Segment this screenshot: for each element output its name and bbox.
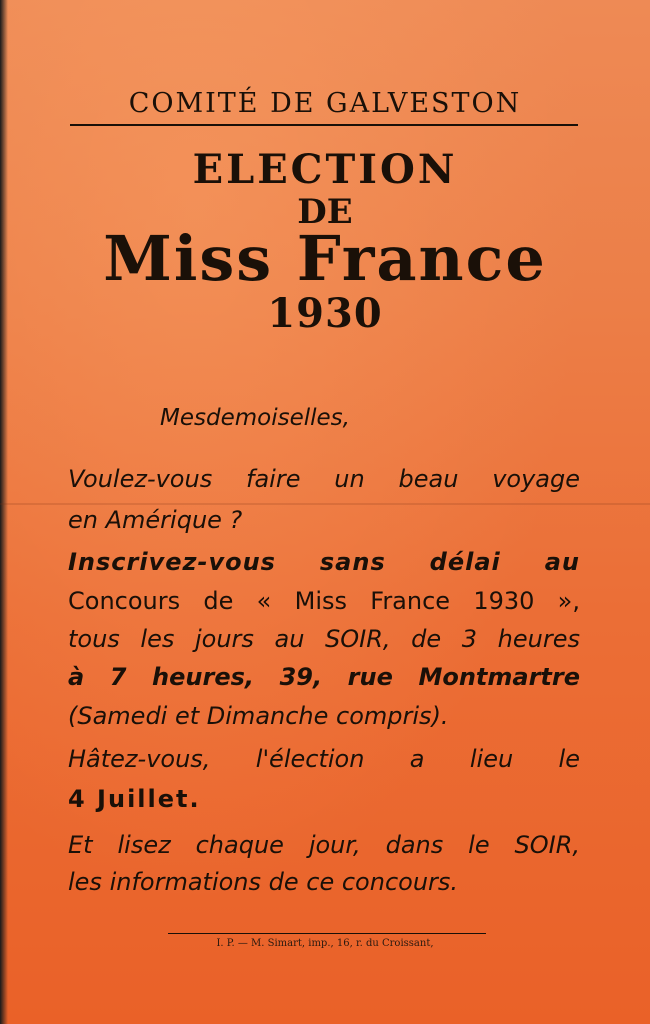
paragraph-2-line-1: Inscrivez-vous sans délai au: [68, 548, 580, 576]
committee-heading: COMITÉ DE GALVESTON: [128, 88, 522, 119]
paragraph-2-line-3: tous les jours au SOIR, de 3 heures: [68, 625, 580, 653]
paragraph-3-line-1: Hâtez-vous, l'élection a lieu le: [68, 745, 580, 773]
greeting: Mesdemoiselles,: [160, 405, 350, 431]
paragraph-1-line-1: Voulez-vous faire un beau voyage: [68, 465, 580, 493]
poster-title: Miss France: [103, 222, 547, 295]
fold-crease: [0, 503, 650, 505]
de-heading: DE: [297, 192, 353, 232]
paragraph-4-line-2: les informations de ce concours.: [68, 868, 459, 896]
year-heading: 1930: [267, 290, 383, 337]
election-heading: ELECTION: [192, 146, 458, 193]
printer-rule: [168, 933, 486, 934]
printer-imprint: I. P. — M. Simart, imp., 16, r. du Croissant,: [216, 938, 434, 949]
heading-rule: [70, 124, 578, 126]
paragraph-2-line-4: à 7 heures, 39, rue Montmartre: [68, 663, 580, 691]
paragraph-2-line-2: Concours de « Miss France 1930 »,: [68, 587, 580, 615]
paragraph-3-line-2: 4 Juillet.: [68, 785, 201, 813]
paragraph-2-line-5: (Samedi et Dimanche compris).: [68, 702, 449, 730]
paragraph-4-line-1: Et lisez chaque jour, dans le SOIR,: [68, 831, 580, 859]
paragraph-1-line-2: en Amérique ?: [68, 506, 243, 534]
